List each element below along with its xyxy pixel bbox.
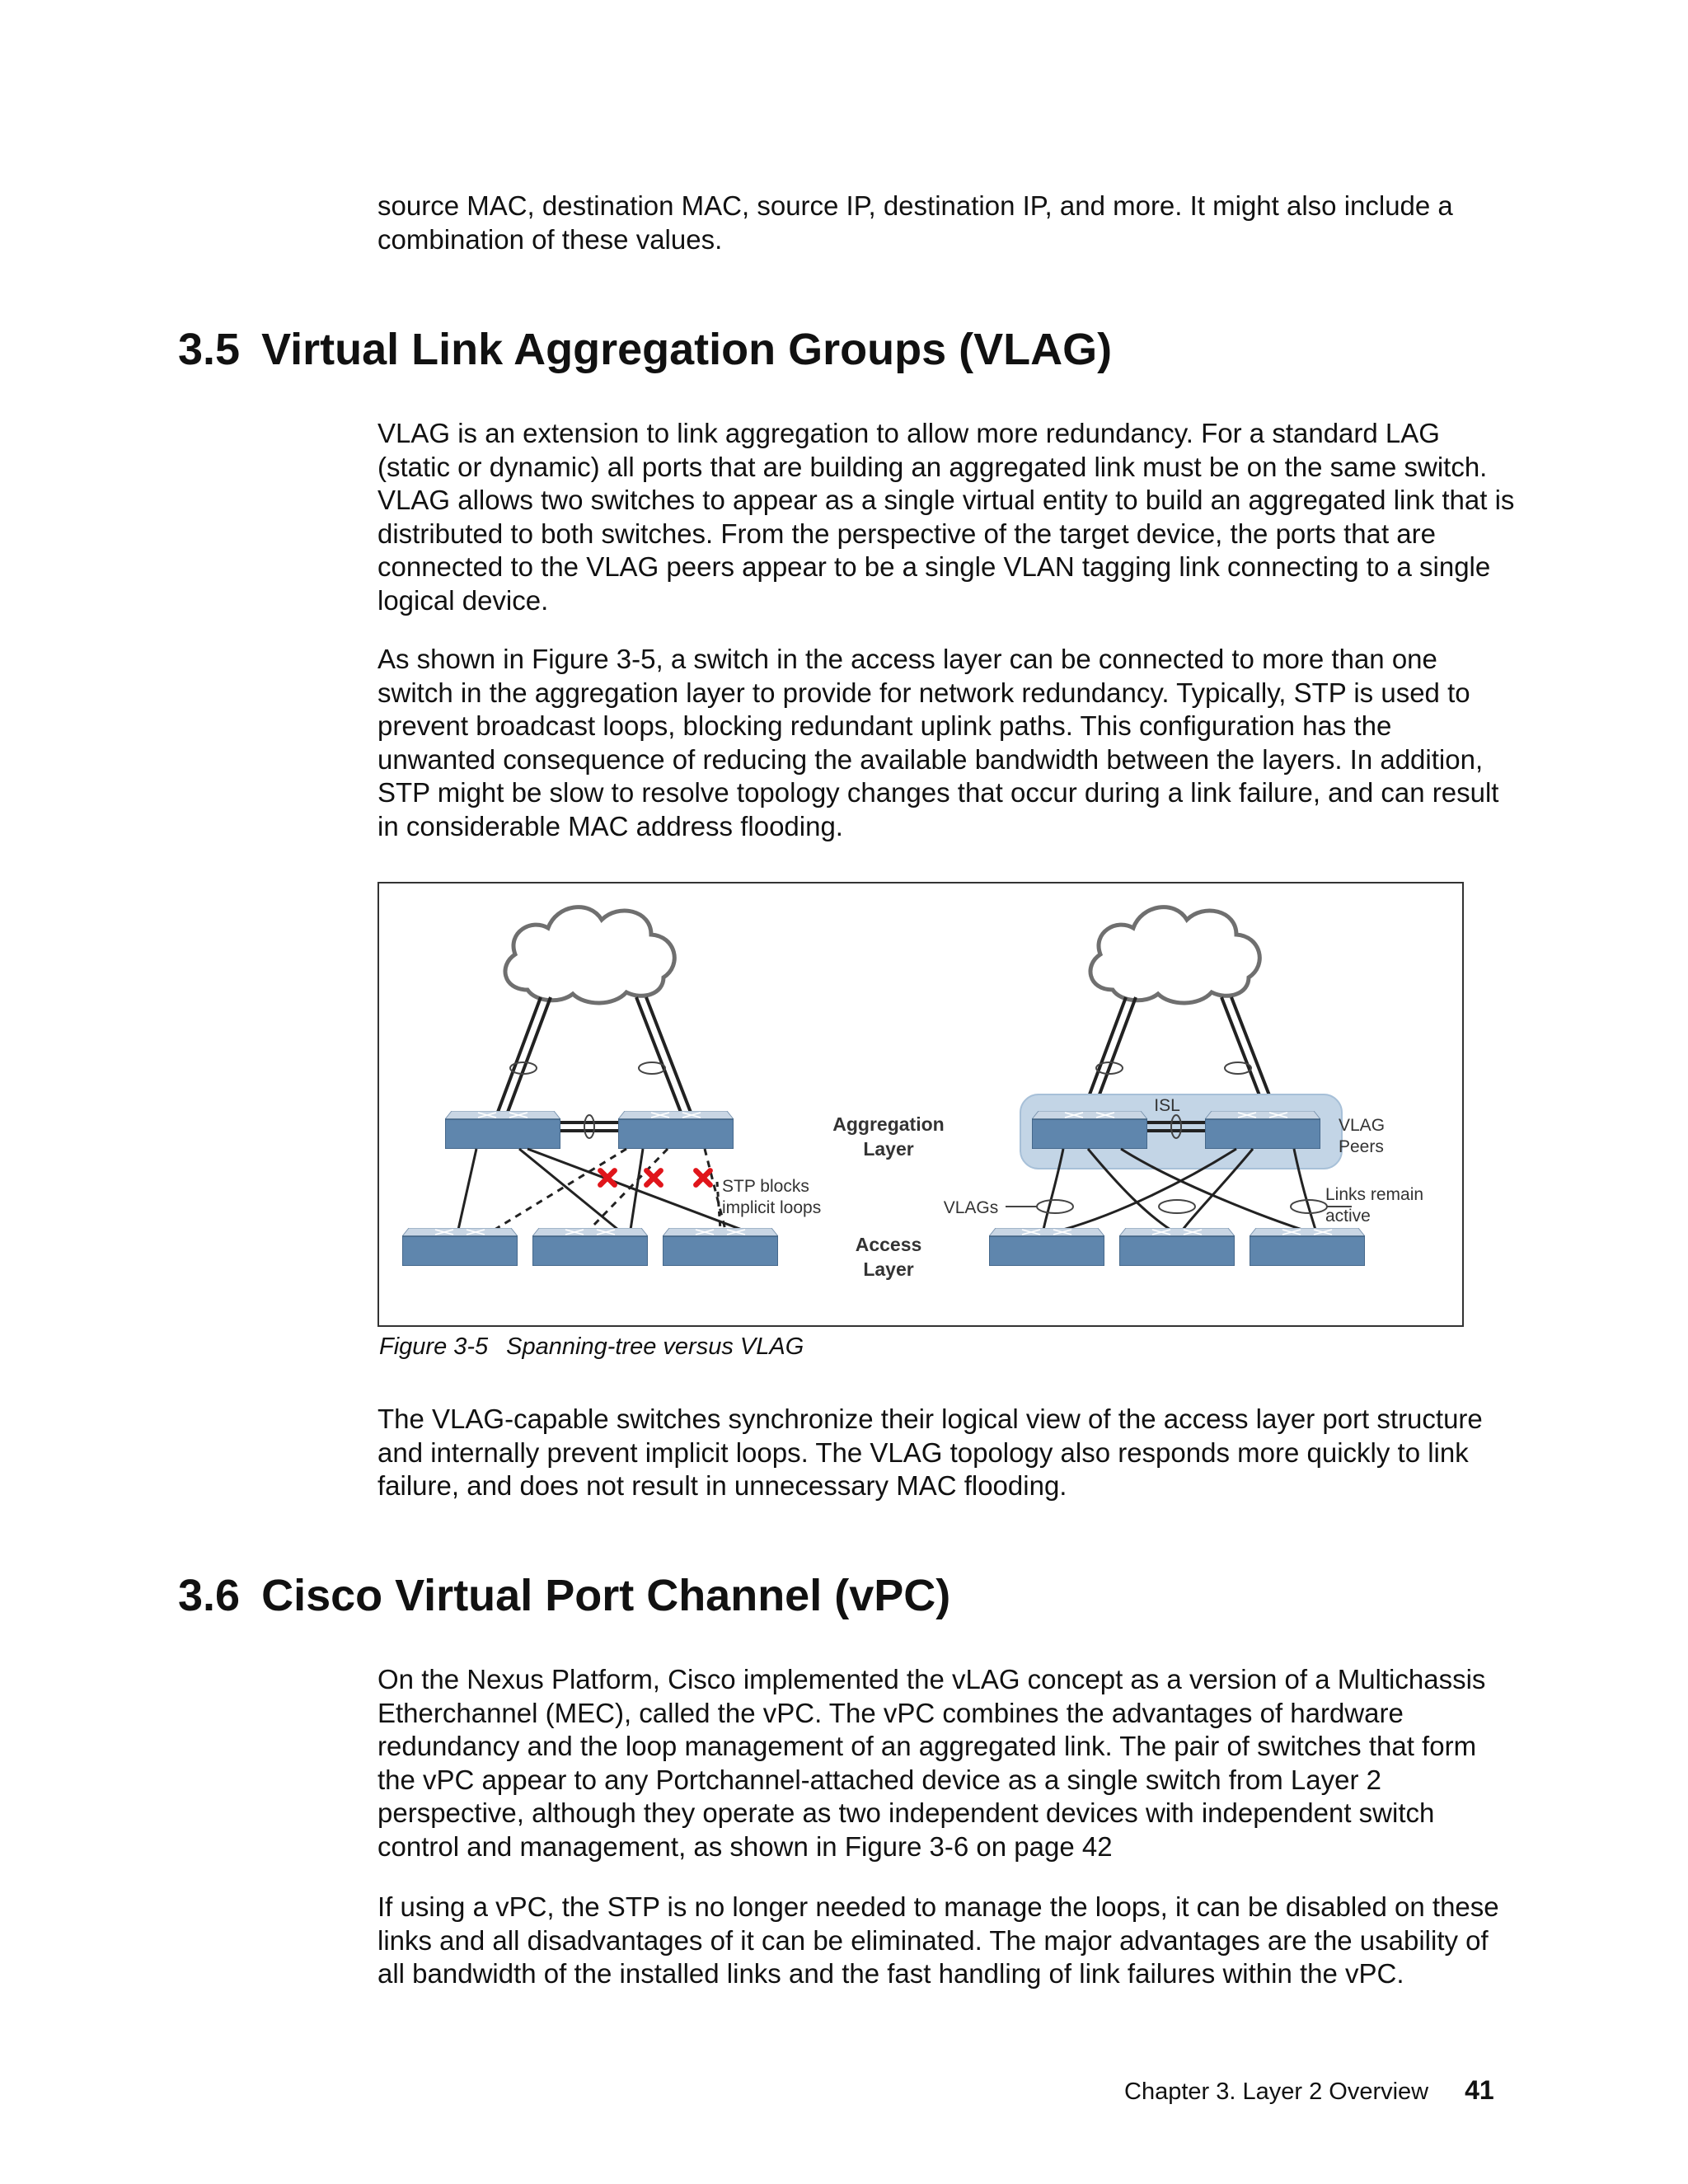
figure-3-5 (377, 882, 1464, 1327)
access-layer-label-2: Layer (863, 1258, 914, 1280)
network-cloud-icon (505, 907, 674, 1003)
blocked-link-icon (646, 1170, 660, 1184)
section-3-5-number: 3.5 (178, 325, 241, 374)
vlag-peer-switch-icon (1032, 1111, 1147, 1149)
access-switch-icon (532, 1228, 648, 1266)
footer-chapter: Chapter 3. Layer 2 Overview (1124, 2079, 1429, 2105)
access-switch-icon (663, 1228, 778, 1266)
section-3-5-paragraph-3: The VLAG-capable switches synchronize their logical view of the access layer port structure and internally prevent implicit loops. The VLAG topology also responds more quickly to link failure, and does not result in unnecessary MAC flooding. (377, 1404, 1483, 1501)
section-3-5-paragraph-2: As shown in Figure 3-5, a switch in the access layer can be connected to more than one switch in the aggregation layer to provide for network redundancy. Typically, STP is used to prevent broadcast loops, blocking redundant uplink paths. This configuration has the unwanted consequence of reducing the available bandwidth between the layers. In addition, STP might be slow to resolve topology changes that occur during a link failure, and can result in considerable MAC address flooding. (377, 644, 1499, 841)
figure-caption (379, 1333, 804, 1361)
stp-blocks-label-1: STP blocks (722, 1177, 809, 1196)
stp-blocks-label-2: implicit loops (722, 1198, 822, 1217)
section-3-6-heading (178, 1571, 950, 1620)
access-layer-label-1: Access (855, 1234, 922, 1255)
access-switch-icon (402, 1228, 518, 1266)
page-number: 41 (1465, 2075, 1494, 2105)
spanning-tree-vs-vlag-diagram (379, 883, 1462, 1325)
section-3-5-paragraph-1: VLAG is an extension to link aggregation to allow more redundancy. For a standard LAG (static or dynamic) all ports that are building an aggregated link must be on the same switch. VLAG allows two switches to appear as a single virtual entity to build an aggregated link that is distributed to both switches. From the perspective of the target device, the ports that are connected to the VLAG peers appear to be a single VLAN tagging link connecting to a single logical device. (377, 418, 1515, 616)
aggregation-layer-label-1: Aggregation (832, 1113, 945, 1135)
section-3-5-heading (178, 325, 1112, 374)
vlag-peer-switch-icon (1205, 1111, 1320, 1149)
network-cloud-icon (1090, 907, 1259, 1003)
isl-label: ISL (1154, 1096, 1180, 1115)
intro-paragraph: source MAC, destination MAC, source IP, destination IP, and more. It might also include a combination of these values. (377, 190, 1453, 255)
section-3-6-paragraph-1: On the Nexus Platform, Cisco implemented the vLAG concept as a version of a Multichassis Etherchannel (MEC), called the vPC. The vPC combines the advantages of hardware redundancy and the loop management of an aggregated link. The pair of switches that form the vPC appear to any Portchannel-attached device as a single switch from Layer 2 perspective, although they operate as two independent devices with independent switch control and management, as shown in Figure 3-6 on page 42 (377, 1664, 1486, 1862)
vlags-label: VLAGs (943, 1198, 999, 1217)
access-switch-icon (989, 1228, 1104, 1266)
aggregation-switch-icon (445, 1111, 560, 1149)
access-switch-icon (1250, 1228, 1365, 1266)
section-3-6-paragraph-2: If using a vPC, the STP is no longer needed to manage the loops, it can be disabled on these links and all disadvantages of it can be eliminated. The major advantages are the usability of all bandwidth of the installed links and the fast handling of link failures within the vPC. (377, 1891, 1499, 1989)
vlag-peers-label-2: Peers (1339, 1137, 1384, 1156)
figure-caption-text: Spanning-tree versus VLAG (506, 1333, 804, 1360)
vlag-peers-label-1: VLAG (1339, 1116, 1386, 1135)
section-3-6-number: 3.6 (178, 1571, 241, 1620)
aggregation-switch-icon (618, 1111, 734, 1149)
links-remain-label-2: active (1325, 1207, 1371, 1226)
access-switch-icon (1119, 1228, 1235, 1266)
aggregation-layer-label-2: Layer (863, 1138, 914, 1160)
links-remain-label-1: Links remain (1325, 1185, 1424, 1204)
section-3-6-title: Cisco Virtual Port Channel (vPC) (261, 1571, 951, 1620)
figure-number: Figure 3-5 (379, 1333, 489, 1360)
page-footer (1124, 2075, 1494, 2106)
blocked-link-icon (696, 1170, 710, 1184)
section-3-5-title: Virtual Link Aggregation Groups (VLAG) (261, 325, 1113, 374)
